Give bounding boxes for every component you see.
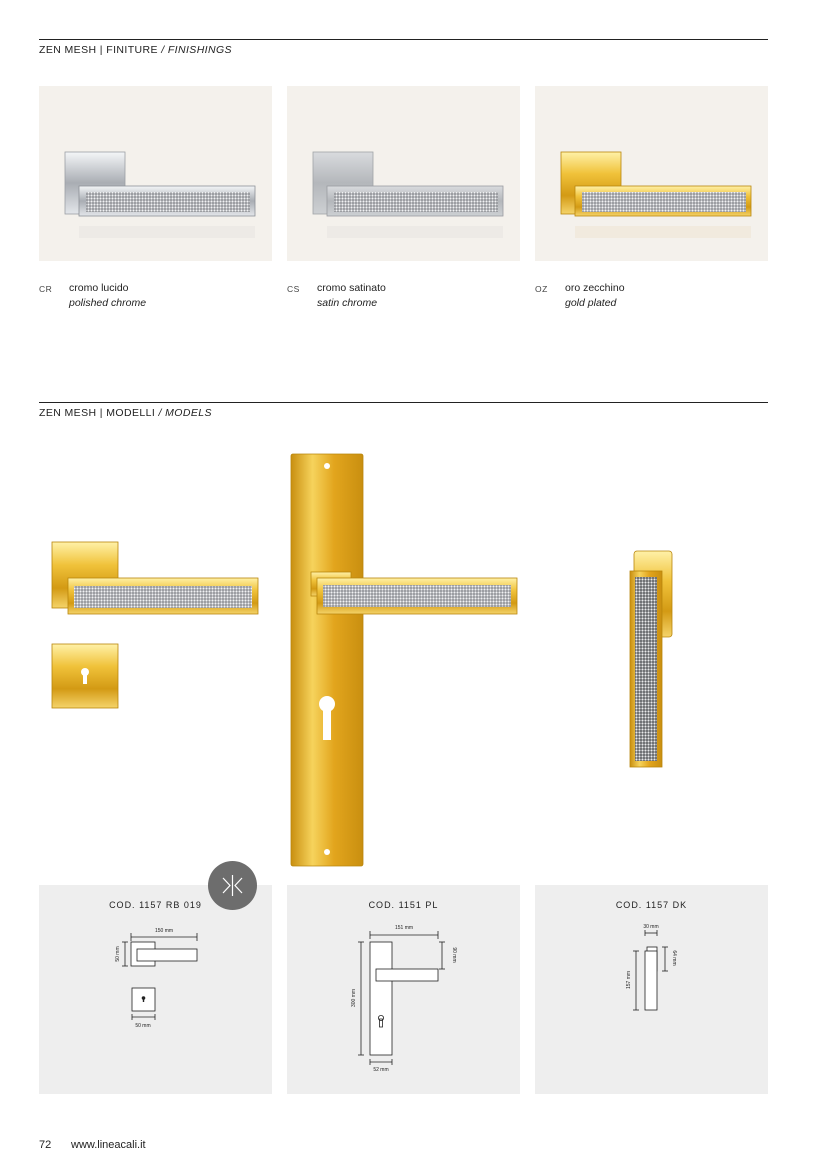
finish-code: CR: [39, 284, 53, 294]
spec-card-1151-pl: [287, 885, 520, 1094]
spec-code: COD. 1157 RB 019: [109, 900, 202, 910]
finish-name-it: cromo lucido: [69, 282, 129, 294]
spec-card-1157-dk: [535, 885, 768, 1094]
page-number: 72: [39, 1139, 52, 1151]
dim-escutcheon: 50 mm: [135, 1023, 151, 1029]
finish-name-it: oro zecchino: [565, 282, 625, 294]
finish-name-en: satin chrome: [317, 297, 378, 309]
finish-photo-gold-plated: [535, 86, 768, 261]
dim-plate-width: 52 mm: [373, 1067, 389, 1073]
finishings-heading: ZEN MESH | FINITURE / FINISHINGS: [39, 44, 232, 56]
brand-mark-icon: [208, 861, 257, 910]
dim-height: 90 mm: [451, 947, 457, 963]
model-photo-dk-handle: [620, 545, 690, 775]
dim-width: 30 mm: [643, 924, 659, 930]
models-rule: [39, 402, 768, 403]
model-photo-plate-handle: [285, 450, 525, 870]
finish-code: CS: [287, 284, 300, 294]
dim-length: 150 mm: [154, 928, 174, 934]
finish-name-it: cromo satinato: [317, 282, 386, 294]
finish-photo-satin-chrome: [287, 86, 520, 261]
dim-length: 151 mm: [394, 925, 414, 931]
finish-name-en: gold plated: [565, 297, 617, 309]
spec-card-1157-rb-019: [39, 885, 272, 1094]
finish-code: OZ: [535, 284, 548, 294]
brand-mark-badge: [208, 861, 257, 910]
dim-plate-height: 300 mm: [351, 988, 357, 1008]
models-heading: ZEN MESH | MODELLI / MODELS: [39, 407, 212, 419]
finish-name-en: polished chrome: [69, 297, 147, 309]
model-photo-rose-handle: [40, 530, 270, 720]
website-link[interactable]: www.lineacali.it: [71, 1139, 146, 1151]
dim-height: 157 mm: [626, 970, 632, 990]
finish-photo-polished-chrome: [39, 86, 272, 261]
finishings-rule: [39, 39, 768, 40]
spec-code: COD. 1151 PL: [368, 900, 439, 910]
dim-projection: 64 mm: [671, 950, 677, 966]
dim-rose-height: 50 mm: [115, 946, 121, 962]
spec-code: COD. 1157 DK: [615, 900, 688, 910]
